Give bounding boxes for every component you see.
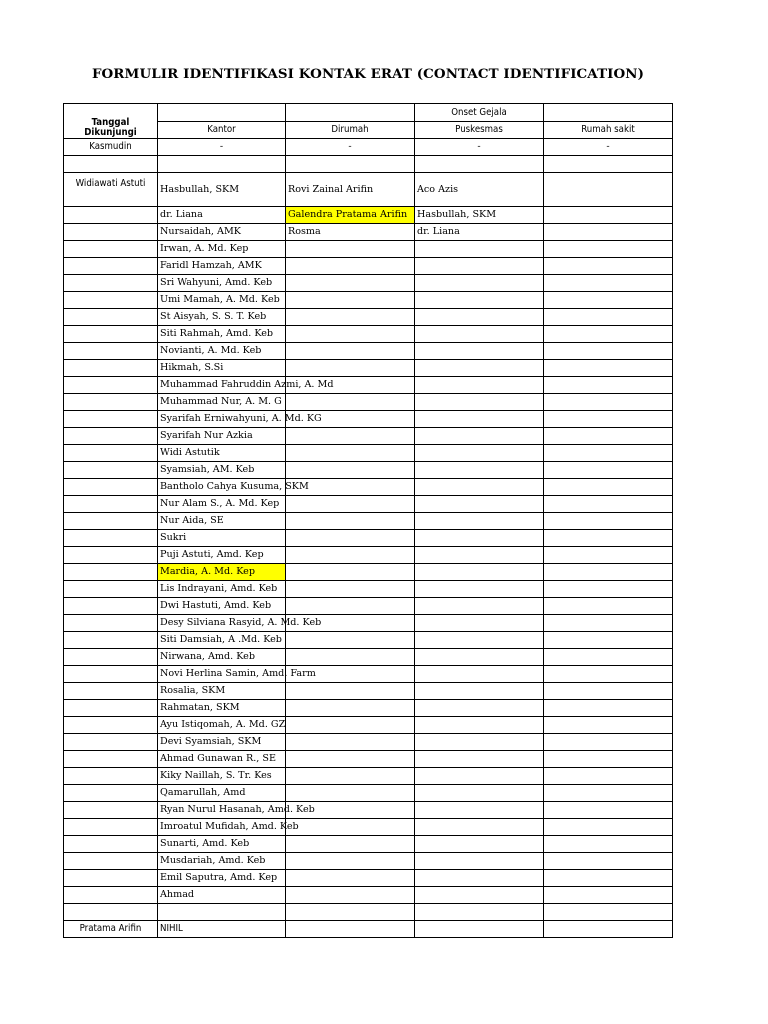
contact-rumah-sakit	[544, 649, 673, 666]
contact-kantor: Mardia, A. Md. Kep	[158, 564, 286, 581]
contact-puskesmas	[415, 326, 544, 343]
contact-puskesmas	[415, 870, 544, 887]
contact-row	[64, 411, 673, 428]
contact-row	[64, 513, 673, 530]
contact-kantor: Ahmad Gunawan R., SE	[158, 751, 286, 768]
contact-row	[64, 343, 673, 360]
contact-puskesmas	[415, 513, 544, 530]
contact-dirumah: Rovi Zainal Arifin	[286, 173, 415, 207]
name-cell-blank	[64, 292, 158, 309]
contact-rumah-sakit	[544, 377, 673, 394]
contact-row	[64, 394, 673, 411]
name-cell-blank	[64, 258, 158, 275]
name-cell-blank	[64, 241, 158, 258]
contact-kantor: Puji Astuti, Amd. Kep	[158, 547, 286, 564]
contact-rumah-sakit	[544, 547, 673, 564]
contact-row	[64, 819, 673, 836]
contact-rumah-sakit	[544, 666, 673, 683]
contact-puskesmas	[415, 768, 544, 785]
contact-puskesmas	[415, 700, 544, 717]
contact-rumah-sakit	[544, 734, 673, 751]
contact-kantor: Ahmad	[158, 887, 286, 904]
contact-rumah-sakit	[544, 717, 673, 734]
name-cell-blank	[64, 734, 158, 751]
name-cell-blank	[64, 853, 158, 870]
name-cell-blank	[64, 802, 158, 819]
contact-row	[64, 632, 673, 649]
kasmudin-kantor: -	[158, 139, 286, 156]
contact-kantor: Kiky Naillah, S. Tr. Kes	[158, 768, 286, 785]
contact-puskesmas	[415, 530, 544, 547]
contact-rumah-sakit	[544, 683, 673, 700]
contact-kantor: Nur Alam S., A. Md. Kep	[158, 496, 286, 513]
contact-rumah-sakit	[544, 496, 673, 513]
contact-dirumah	[286, 683, 415, 700]
name-cell-blank	[64, 887, 158, 904]
header-blank-rs	[544, 104, 673, 122]
contact-rumah-sakit	[544, 700, 673, 717]
contact-rumah-sakit	[544, 309, 673, 326]
name-cell-blank	[64, 513, 158, 530]
pratama-row	[64, 921, 673, 938]
contact-row	[64, 768, 673, 785]
contact-dirumah	[286, 445, 415, 462]
contact-rumah-sakit	[544, 836, 673, 853]
contact-kantor: Faridl Hamzah, AMK	[158, 258, 286, 275]
contact-rumah-sakit	[544, 411, 673, 428]
contact-kantor: Widi Astutik	[158, 445, 286, 462]
contact-dirumah	[286, 717, 415, 734]
name-cell-blank	[64, 717, 158, 734]
contact-rumah-sakit	[544, 819, 673, 836]
contact-row	[64, 785, 673, 802]
contact-rumah-sakit	[544, 207, 673, 224]
contact-kantor: Emil Saputra, Amd. Kep	[158, 870, 286, 887]
contact-kantor: dr. Liana	[158, 207, 286, 224]
header-dirumah: Dirumah	[286, 122, 415, 139]
contact-rumah-sakit	[544, 581, 673, 598]
contact-row	[64, 462, 673, 479]
name-cell-blank	[64, 870, 158, 887]
kasmudin-name: Kasmudin	[64, 139, 158, 156]
kasmudin-row	[64, 139, 673, 156]
name-cell-blank	[64, 768, 158, 785]
contact-dirumah	[286, 598, 415, 615]
contact-puskesmas	[415, 717, 544, 734]
contact-rumah-sakit	[544, 394, 673, 411]
name-cell-blank	[64, 632, 158, 649]
contact-puskesmas	[415, 292, 544, 309]
contact-kantor: Nur Aida, SE	[158, 513, 286, 530]
contact-row	[64, 615, 673, 632]
name-cell-blank	[64, 547, 158, 564]
contact-row	[64, 445, 673, 462]
header-blank-kantor	[158, 104, 286, 122]
contact-kantor: Syamsiah, AM. Keb	[158, 462, 286, 479]
name-cell-blank	[64, 343, 158, 360]
contact-puskesmas	[415, 360, 544, 377]
contact-rumah-sakit	[544, 564, 673, 581]
contact-rumah-sakit	[544, 598, 673, 615]
contact-kantor: Sukri	[158, 530, 286, 547]
contact-row	[64, 802, 673, 819]
contact-puskesmas	[415, 853, 544, 870]
contact-puskesmas: Aco Azis	[415, 173, 544, 207]
contact-puskesmas	[415, 751, 544, 768]
contact-puskesmas	[415, 275, 544, 292]
pratama-kantor: NIHIL	[158, 921, 286, 938]
contact-kantor: Sri Wahyuni, Amd. Keb	[158, 275, 286, 292]
kasmudin-dirumah: -	[286, 139, 415, 156]
name-cell-blank	[64, 615, 158, 632]
name-cell-blank	[64, 564, 158, 581]
contact-kantor: Musdariah, Amd. Keb	[158, 853, 286, 870]
contact-kantor: Syarifah Erniwahyuni, A. Md. KG	[158, 411, 286, 428]
contact-kantor: Hasbullah, SKM	[158, 173, 286, 207]
contact-kantor: Hikmah, S.Si	[158, 360, 286, 377]
contact-puskesmas	[415, 343, 544, 360]
contact-kantor: Novianti, A. Md. Keb	[158, 343, 286, 360]
contact-puskesmas	[415, 309, 544, 326]
contact-dirumah	[286, 751, 415, 768]
name-cell-blank	[64, 207, 158, 224]
header-onset-gejala: Onset Gejala	[415, 104, 544, 122]
contact-row	[64, 751, 673, 768]
contact-table	[63, 103, 673, 938]
contact-rumah-sakit	[544, 802, 673, 819]
name-cell-blank	[64, 649, 158, 666]
contact-row	[64, 173, 673, 207]
contact-rumah-sakit	[544, 530, 673, 547]
contact-puskesmas	[415, 615, 544, 632]
name-cell-blank	[64, 836, 158, 853]
contact-puskesmas	[415, 683, 544, 700]
contact-dirumah	[286, 870, 415, 887]
contact-dirumah	[286, 394, 415, 411]
contact-row	[64, 530, 673, 547]
name-cell-blank	[64, 819, 158, 836]
name-cell-blank	[64, 581, 158, 598]
contact-puskesmas	[415, 411, 544, 428]
contact-kantor: Desy Silviana Rasyid, A. Md. Keb	[158, 615, 286, 632]
name-cell-blank	[64, 683, 158, 700]
contact-rumah-sakit	[544, 853, 673, 870]
contact-row	[64, 870, 673, 887]
contact-puskesmas	[415, 479, 544, 496]
contact-dirumah	[286, 632, 415, 649]
name-cell-blank	[64, 309, 158, 326]
contact-kantor: Irwan, A. Md. Kep	[158, 241, 286, 258]
contact-row	[64, 598, 673, 615]
contact-row	[64, 496, 673, 513]
contact-puskesmas	[415, 258, 544, 275]
contact-rumah-sakit	[544, 292, 673, 309]
contact-dirumah	[286, 360, 415, 377]
contact-row	[64, 241, 673, 258]
contact-row	[64, 428, 673, 445]
contact-kantor: Syarifah Nur Azkia	[158, 428, 286, 445]
contact-rumah-sakit	[544, 428, 673, 445]
contact-dirumah	[286, 785, 415, 802]
contact-kantor: Dwi Hastuti, Amd. Keb	[158, 598, 286, 615]
name-cell-blank	[64, 751, 158, 768]
contact-kantor: Novi Herlina Samin, Amd. Farm	[158, 666, 286, 683]
contact-puskesmas	[415, 785, 544, 802]
contact-puskesmas	[415, 462, 544, 479]
contact-dirumah	[286, 258, 415, 275]
contact-rumah-sakit	[544, 462, 673, 479]
contact-dirumah: Rosma	[286, 224, 415, 241]
contact-row	[64, 258, 673, 275]
contact-row	[64, 666, 673, 683]
name-cell-blank	[64, 326, 158, 343]
contact-kantor: St Aisyah, S. S. T. Keb	[158, 309, 286, 326]
contact-rumah-sakit	[544, 513, 673, 530]
contact-row	[64, 683, 673, 700]
contact-kantor: Imroatul Mufidah, Amd. Keb	[158, 819, 286, 836]
contact-row	[64, 326, 673, 343]
contact-kantor: Bantholo Cahya Kusuma, SKM	[158, 479, 286, 496]
contact-puskesmas	[415, 666, 544, 683]
contact-puskesmas	[415, 547, 544, 564]
contact-dirumah	[286, 581, 415, 598]
name-cell-blank	[64, 462, 158, 479]
contact-rumah-sakit	[544, 768, 673, 785]
contact-dirumah	[286, 275, 415, 292]
contact-kantor: Muhammad Nur, A. M. G	[158, 394, 286, 411]
name-cell-blank	[64, 360, 158, 377]
contact-dirumah	[286, 700, 415, 717]
contact-rumah-sakit	[544, 615, 673, 632]
contact-row	[64, 836, 673, 853]
contact-puskesmas: Hasbullah, SKM	[415, 207, 544, 224]
contact-rumah-sakit	[544, 224, 673, 241]
contact-rumah-sakit	[544, 751, 673, 768]
contact-rumah-sakit	[544, 258, 673, 275]
contact-kantor: Nirwana, Amd. Keb	[158, 649, 286, 666]
name-cell-blank	[64, 530, 158, 547]
contact-dirumah	[286, 292, 415, 309]
contact-row	[64, 377, 673, 394]
contact-dirumah	[286, 768, 415, 785]
contact-dirumah	[286, 887, 415, 904]
contact-row	[64, 360, 673, 377]
contact-row	[64, 275, 673, 292]
contact-row	[64, 649, 673, 666]
contact-puskesmas	[415, 241, 544, 258]
contact-kantor: Sunarti, Amd. Keb	[158, 836, 286, 853]
contact-dirumah	[286, 836, 415, 853]
name-cell-blank	[64, 394, 158, 411]
contact-row	[64, 547, 673, 564]
contact-dirumah	[286, 428, 415, 445]
contact-puskesmas	[415, 496, 544, 513]
contact-dirumah	[286, 564, 415, 581]
contact-kantor: Muhammad Fahruddin Azmi, A. Md	[158, 377, 286, 394]
name-cell-blank	[64, 275, 158, 292]
widiawati-name: Widiawati Astuti	[64, 173, 158, 207]
contact-puskesmas	[415, 445, 544, 462]
contact-dirumah	[286, 462, 415, 479]
header-kantor: Kantor	[158, 122, 286, 139]
contact-puskesmas	[415, 887, 544, 904]
pratama-name: Pratama Arifin	[64, 921, 158, 938]
contact-puskesmas	[415, 564, 544, 581]
contact-puskesmas	[415, 394, 544, 411]
contact-dirumah	[286, 649, 415, 666]
contact-row	[64, 700, 673, 717]
contact-dirumah	[286, 496, 415, 513]
form-title: FORMULIR IDENTIFIKASI KONTAK ERAT (CONTACT IDENTIFICATION)	[91, 66, 645, 82]
contact-row	[64, 309, 673, 326]
contact-puskesmas	[415, 632, 544, 649]
contact-rumah-sakit	[544, 326, 673, 343]
contact-kantor: Qamarullah, Amd	[158, 785, 286, 802]
contact-dirumah	[286, 853, 415, 870]
contact-puskesmas: dr. Liana	[415, 224, 544, 241]
header-row-onset	[64, 104, 673, 122]
contact-kantor: Devi Syamsiah, SKM	[158, 734, 286, 751]
contact-kantor: Ayu Istiqomah, A. Md. GZ	[158, 717, 286, 734]
contact-row	[64, 717, 673, 734]
contact-kantor: Rosalia, SKM	[158, 683, 286, 700]
contact-dirumah	[286, 547, 415, 564]
kasmudin-puskesmas: -	[415, 139, 544, 156]
contact-rumah-sakit	[544, 887, 673, 904]
contact-rumah-sakit	[544, 870, 673, 887]
name-cell-blank	[64, 479, 158, 496]
name-cell-blank	[64, 700, 158, 717]
name-cell-blank	[64, 666, 158, 683]
name-cell-blank	[64, 377, 158, 394]
contact-dirumah	[286, 241, 415, 258]
contact-rumah-sakit	[544, 275, 673, 292]
spacer-row	[64, 904, 673, 921]
header-tanggal-line2: Dikunjungi	[84, 127, 137, 138]
contact-dirumah	[286, 513, 415, 530]
contact-kantor: Siti Rahmah, Amd. Keb	[158, 326, 286, 343]
contact-rumah-sakit	[544, 785, 673, 802]
contact-rumah-sakit	[544, 445, 673, 462]
contact-dirumah: Galendra Pratama Arifin	[286, 207, 415, 224]
contact-row	[64, 564, 673, 581]
header-blank-dirumah	[286, 104, 415, 122]
contact-row	[64, 853, 673, 870]
contact-dirumah	[286, 530, 415, 547]
name-cell-blank	[64, 496, 158, 513]
contact-kantor: Rahmatan, SKM	[158, 700, 286, 717]
contact-row	[64, 292, 673, 309]
contact-kantor: Ryan Nurul Hasanah, Amd. Keb	[158, 802, 286, 819]
contact-rumah-sakit	[544, 479, 673, 496]
contact-row	[64, 581, 673, 598]
contact-dirumah	[286, 309, 415, 326]
contact-kantor: Umi Mamah, A. Md. Keb	[158, 292, 286, 309]
header-tanggal-line1: Tanggal	[91, 117, 130, 128]
contact-rumah-sakit	[544, 632, 673, 649]
contact-puskesmas	[415, 836, 544, 853]
name-cell-blank	[64, 598, 158, 615]
contact-puskesmas	[415, 802, 544, 819]
contact-puskesmas	[415, 598, 544, 615]
contact-rumah-sakit	[544, 360, 673, 377]
name-cell-blank	[64, 445, 158, 462]
contact-dirumah	[286, 343, 415, 360]
contact-dirumah	[286, 326, 415, 343]
header-tanggal-dikunjungi	[64, 104, 158, 139]
contact-rumah-sakit	[544, 343, 673, 360]
contact-kantor: Siti Damsiah, A .Md. Keb	[158, 632, 286, 649]
name-cell-blank	[64, 785, 158, 802]
contact-row	[64, 207, 673, 224]
contact-rumah-sakit	[544, 173, 673, 207]
name-cell-blank	[64, 428, 158, 445]
contact-rumah-sakit	[544, 241, 673, 258]
contact-kantor: Lis Indrayani, Amd. Keb	[158, 581, 286, 598]
contact-puskesmas	[415, 428, 544, 445]
contact-puskesmas	[415, 581, 544, 598]
name-cell-blank	[64, 411, 158, 428]
contact-row	[64, 224, 673, 241]
contact-puskesmas	[415, 819, 544, 836]
header-rumah-sakit: Rumah sakit	[544, 122, 673, 139]
contact-dirumah	[286, 819, 415, 836]
contact-kantor: Nursaidah, AMK	[158, 224, 286, 241]
contact-row	[64, 734, 673, 751]
contact-puskesmas	[415, 649, 544, 666]
contact-dirumah	[286, 734, 415, 751]
contact-row	[64, 887, 673, 904]
contact-puskesmas	[415, 734, 544, 751]
name-cell-blank	[64, 224, 158, 241]
contact-puskesmas	[415, 377, 544, 394]
contact-row	[64, 479, 673, 496]
header-puskesmas: Puskesmas	[415, 122, 544, 139]
spacer-row	[64, 156, 673, 173]
kasmudin-rumah-sakit: -	[544, 139, 673, 156]
